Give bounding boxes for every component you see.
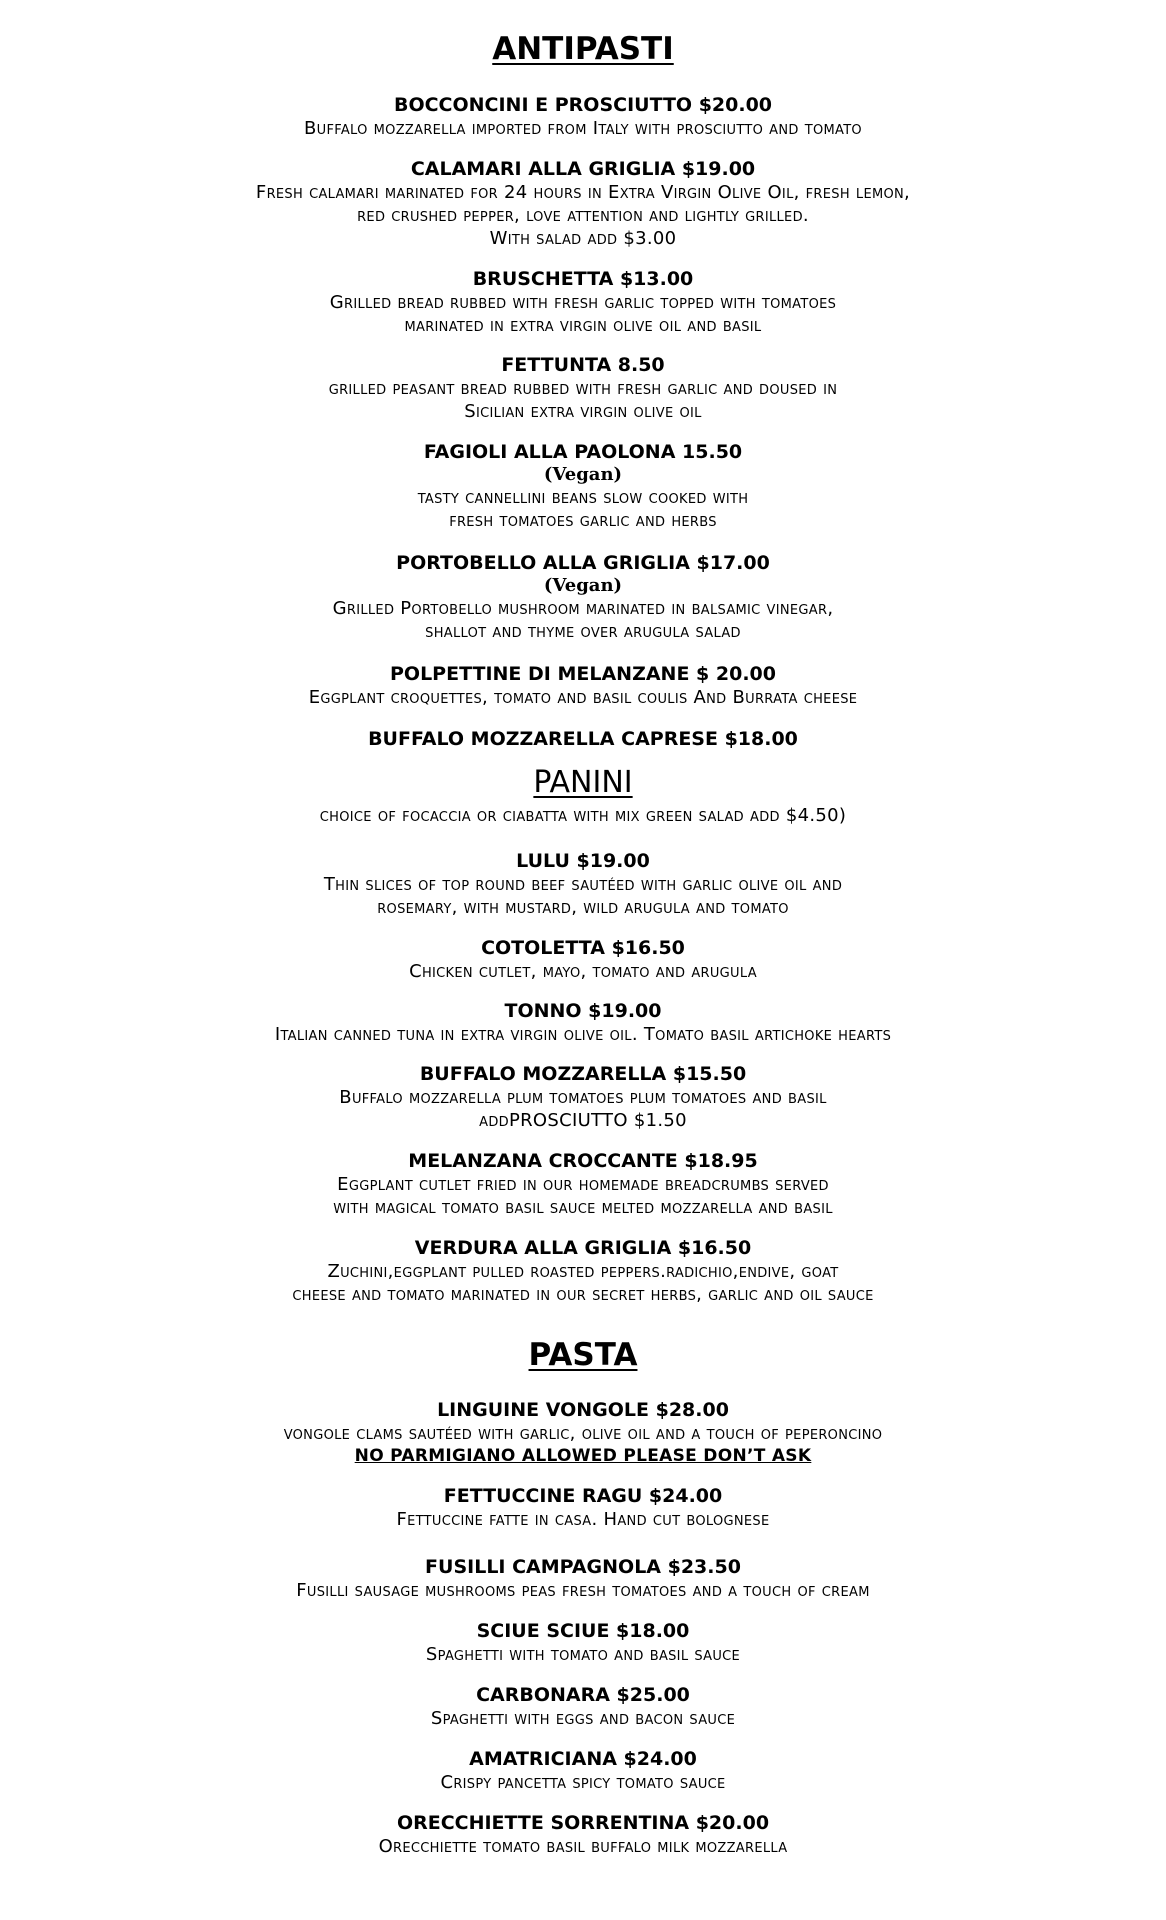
item-description: Eggplant cutlet fried in our homemade breadcrumbs served	[337, 1174, 829, 1195]
item-name: VERDURA ALLA GRIGLIA $16.50	[414, 1237, 752, 1259]
item-description: Sicilian extra virgin olive oil	[464, 401, 702, 422]
antipasti-title: ANTIPASTI	[492, 31, 674, 67]
antipasti-item-1	[0, 93, 1166, 140]
item-name: ORECCHIETTE SORRENTINA $20.00	[396, 1812, 770, 1834]
panini-item-6	[0, 1236, 1166, 1306]
item-name: BUFFALO MOZZARELLA $15.50	[419, 1063, 747, 1085]
item-description: with magical tomato basil sauce melted mozzarella and basil	[333, 1197, 833, 1218]
item-name: LINGUINE VONGOLE $28.00	[437, 1399, 729, 1421]
item-name: POLPETTINE DI MELANZANE $ 20.00	[390, 663, 776, 685]
item-description: Italian canned tuna in extra virgin olive oil. Tomato basil artichoke hearts	[274, 1024, 892, 1045]
pasta-item-1	[0, 1398, 1166, 1468]
item-description: Spaghetti with eggs and bacon sauce	[430, 1708, 736, 1729]
item-name: CARBONARA $25.00	[476, 1684, 690, 1706]
antipasti-item-4	[0, 353, 1166, 423]
panini-section	[0, 764, 1166, 827]
antipasti-item-8	[0, 727, 1166, 751]
antipasti-item-6	[0, 551, 1166, 643]
item-description: Buffalo mozzarella imported from Italy with prosciutto and tomato	[304, 118, 862, 139]
item-name: MELANZANA CROCCANTE $18.95	[408, 1150, 758, 1172]
item-name: PORTOBELLO ALLA GRIGLIA $17.00	[396, 552, 770, 574]
item-name: FUSILLI CAMPAGNOLA $23.50	[425, 1556, 741, 1578]
panini-subtitle: choice of focaccia or ciabatta with mix green salad add $4.50)	[319, 805, 847, 826]
item-description: Fresh calamari marinated for 24 hours in Extra Virgin Olive Oil, fresh lemon,	[255, 182, 911, 203]
panini-title: PANINI	[533, 765, 633, 800]
item-description: shallot and thyme over arugula salad	[425, 621, 741, 642]
item-description: addPROSCIUTTO $1.50	[479, 1110, 687, 1131]
panini-item-2	[0, 936, 1166, 983]
item-description: Grilled bread rubbed with fresh garlic topped with tomatoes	[329, 292, 837, 313]
item-name: CALAMARI ALLA GRIGLIA $19.00	[410, 158, 756, 180]
item-description: rosemary, with mustard, wild arugula and tomato	[377, 897, 789, 918]
item-description: cheese and tomato marinated in our secret herbs, garlic and oil sauce	[292, 1284, 874, 1305]
item-description: Eggplant croquettes, tomato and basil coulis And Burrata cheese	[308, 687, 858, 708]
item-note: NO PARMIGIANO ALLOWED PLEASE DON’T ASK	[354, 1446, 812, 1466]
item-description: Thin slices of top round beef sautéed with garlic olive oil and	[323, 874, 843, 895]
pasta-item-7	[0, 1811, 1166, 1858]
item-name: COTOLETTA $16.50	[481, 937, 685, 959]
panini-item-1	[0, 849, 1166, 919]
item-name: FETTUNTA 8.50	[501, 354, 665, 376]
item-description: fresh tomatoes garlic and herbs	[449, 510, 717, 531]
pasta-item-4	[0, 1619, 1166, 1666]
panini-item-3	[0, 999, 1166, 1046]
item-name: BRUSCHETTA $13.00	[472, 268, 694, 290]
item-description: Grilled Portobello mushroom marinated in balsamic vinegar,	[332, 598, 834, 619]
item-name: AMATRICIANA $24.00	[469, 1748, 697, 1770]
item-description: Zuchini,eggplant pulled roasted peppers.radichio,endive, goat	[327, 1261, 839, 1282]
item-name: BOCCONCINI E PROSCIUTTO $20.00	[393, 94, 773, 116]
item-name: SCIUE SCIUE $18.00	[476, 1620, 690, 1642]
item-description: Buffalo mozzarella plum tomatoes plum tomatoes and basil	[339, 1087, 827, 1108]
pasta-item-5	[0, 1683, 1166, 1730]
item-name: FETTUCCINE RAGU $24.00	[443, 1485, 723, 1507]
item-name: BUFFALO MOZZARELLA CAPRESE $18.00	[368, 728, 798, 750]
antipasti-item-5	[0, 440, 1166, 532]
item-description: Spaghetti with tomato and basil sauce	[425, 1644, 741, 1665]
antipasti-item-3	[0, 267, 1166, 337]
vegan-tag: (Vegan)	[543, 464, 623, 485]
panini-item-5	[0, 1149, 1166, 1219]
item-description: Chicken cutlet, mayo, tomato and arugula	[409, 961, 757, 982]
item-description: Fettuccine fatte in casa. Hand cut bolognese	[396, 1509, 770, 1530]
item-description: Orecchiette tomato basil buffalo milk mozzarella	[378, 1836, 788, 1857]
item-name: LULU $19.00	[516, 850, 650, 872]
item-description: vongole clams sautéed with garlic, olive oil and a touch of peperoncino	[283, 1423, 883, 1444]
item-description: Crispy pancetta spicy tomato sauce	[440, 1772, 726, 1793]
item-description: With salad add $3.00	[489, 228, 677, 249]
item-description: red crushed pepper, love attention and lightly grilled.	[357, 205, 809, 226]
pasta-item-3	[0, 1555, 1166, 1602]
pasta-item-6	[0, 1747, 1166, 1794]
item-name: TONNO $19.00	[504, 1000, 662, 1022]
panini-item-4	[0, 1062, 1166, 1132]
pasta-section	[0, 1336, 1166, 1374]
item-description: grilled peasant bread rubbed with fresh garlic and doused in	[328, 378, 838, 399]
pasta-title: PASTA	[528, 1337, 638, 1373]
item-description: Fusilli sausage mushrooms peas fresh tomatoes and a touch of cream	[296, 1580, 870, 1601]
item-description: tasty cannellini beans slow cooked with	[417, 487, 749, 508]
vegan-tag: (Vegan)	[543, 575, 623, 596]
antipasti-item-2	[0, 157, 1166, 250]
pasta-item-2	[0, 1484, 1166, 1531]
antipasti-item-7	[0, 662, 1166, 709]
item-description: marinated in extra virgin olive oil and basil	[404, 315, 762, 336]
item-name: FAGIOLI ALLA PAOLONA 15.50	[423, 441, 743, 463]
antipasti-section	[0, 30, 1166, 68]
